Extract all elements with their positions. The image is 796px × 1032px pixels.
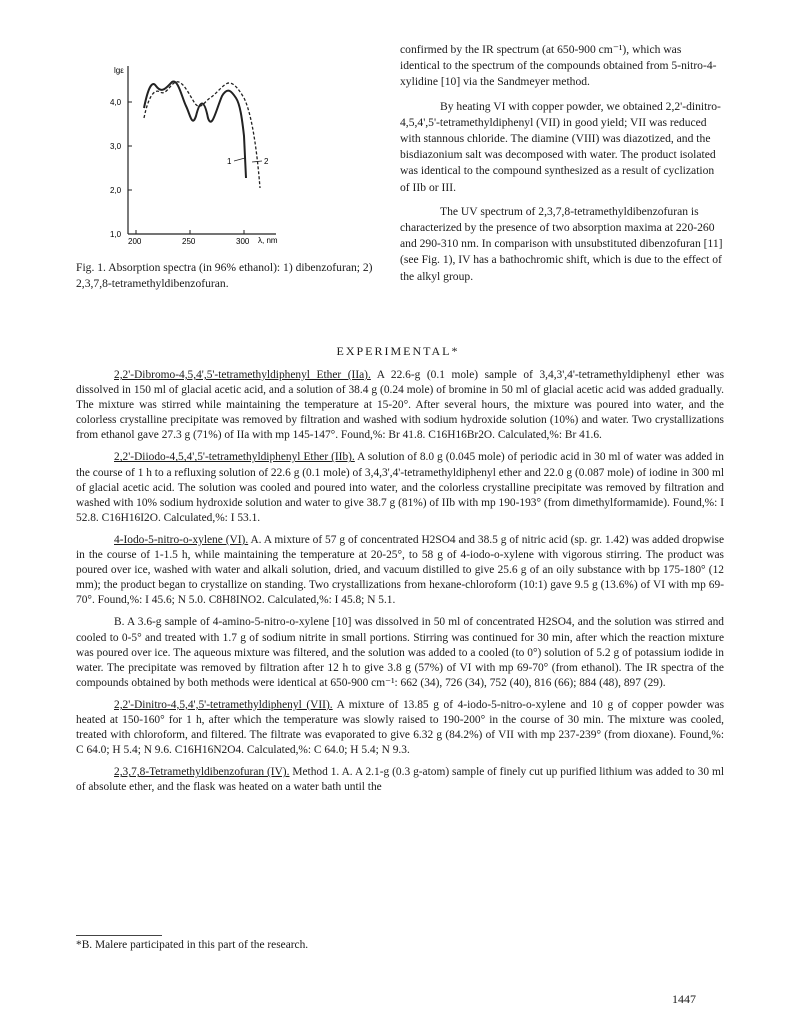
absorption-spectra-figure [70, 58, 320, 248]
right-paragraph: By heating VI with copper powder, we obtained 2,2'-dinitro-4,5,4',5'-tetramethyldiphenyl (VII) in good yield; VII was reduced with stannous chloride. The diamine (VIII) was diazotized, and the bisdiazonium salt was decomposed with water. The product isolated was identical to the compound synthesized as a result of cyclization of IIb or III. [400, 99, 721, 194]
spectra-plot [70, 58, 320, 248]
procedure-paragraph [76, 450, 724, 525]
procedure-text: A solution of 8.0 g (0.045 mole) of periodic acid in 30 ml of water was added in the course of 1 h to a refluxing solution of 22.6 g (0.1 mole) of 3,4,3',4'-tetramethyldiphenyl ether and 22.0 g (0.087 mole) of iodine in 300 ml of glacial acetic acid. The solution was cooled and poured into water, and the colorless crystalline precipitate was removed by filtration and washed with 10% sodium hydroxide solution and water to give 38.7 g (81%) of IIb with mp 190-193° (from dimethylformamide). Found,%: I 52.8. C16H16I2O. Calculated,%: I 53.1. [76, 451, 724, 524]
x-axis-label: λ, nm [258, 236, 278, 245]
x-tick-label: 200 [128, 237, 142, 246]
y-tick-label: 4,0 [110, 98, 122, 107]
figure-caption: Fig. 1. Absorption spectra (in 96% ethanol): 1) dibenzofuran; 2) 2,3,7,8-tetramethyldibenzofuran. [76, 261, 373, 290]
right-column [400, 42, 724, 285]
y-axis-label: lgε [114, 66, 124, 75]
procedure-paragraph [76, 765, 724, 795]
procedure-title: 4-Iodo-5-nitro-o-xylene (VI). [114, 533, 249, 546]
y-tick-label: 3,0 [110, 142, 122, 151]
curve-label: 2 [264, 157, 269, 166]
footnote-divider [76, 935, 162, 936]
section-heading: EXPERIMENTAL* [336, 344, 460, 358]
y-tick-label: 1,0 [110, 230, 122, 239]
procedure-text: A 22.6-g (0.1 mole) sample of 3,4,3',4'-tetramethyldiphenyl ether was dissolved in 150 ml of glacial acetic acid, and a solution of 38.4 g (0.24 mole) of bromine in 50 ml of glacial acetic acid was added gradually. The mixture was stirred while maintaining the temperature at 15-20°. After several hours, the mixture was poured into water, and the colorless crystalline precipitate was removed by filtration and washed with sodium hydroxide solution (10%) and water. Two crystallizations from ethanol gave 27.3 g (71%) of IIa with mp 145-147°. Found,%: Br 41.8. C16H16Br2O. Calculated,%: Br 41.6. [76, 369, 724, 442]
x-tick-label: 300 [236, 237, 250, 246]
procedure-text: B. A 3.6-g sample of 4-amino-5-nitro-o-xylene [10] was dissolved in 50 ml of concentrated H2SO4, and the solution was stirred and cooled to 0-5° and treated with 1.7 g of sodium nitrite in small portions. Stirring was continued for 30 min, after which the reaction mixture was poured over ice. The aqueous mixture was filtered, and the solution was added to a cooled (to 0°) solution of 5.2 g of potassium iodide in water. The precipitate was removed by filtration after 12 h to give 3.8 g (57%) of VI with mp 69-70° (from ethanol). The IR spectra of the compounds obtained by both methods were identical at 650-900 cm⁻¹: 662 (34), 726 (34), 752 (40), 816 (66); 884 (48), 897 (29). [76, 616, 724, 689]
procedure-text: A. A mixture of 57 g of concentrated H2SO4 and 38.5 g of nitric acid (sp. gr. 1.42) was added dropwise in the course of 1-1.5 h, while maintaining the temperature at 20-25°, to 58 g of 4-iodo-o-xylene with vigorous stirring. The product was poured over ice, washed with water and alkali solution, dried, and vacuum distilled to give 25.6 g of an oily substance with bp 175-180° (12 mm); the product began to crystallize on standing. Two crystallizations from hexane-chloroform (10:1) gave 9.5 g (13.6%) of VI with mp 69-70°. Found,%: I 45.6; N 5.0. C8H8INO2. Calculated,%: I 45.8; N 5.1. [76, 533, 724, 607]
y-tick-label: 2,0 [110, 186, 122, 195]
procedure-paragraph [76, 698, 724, 758]
right-paragraph: The UV spectrum of 2,3,7,8-tetramethyldibenzofuran is characterized by the presence of two absorption maxima at 220-260 and 290-310 nm. In comparison with unsubstituted dibenzofuran [11] (see Fig. 1), IV has a bathochromic shift, which is due to the effect of the alkyl group. [400, 204, 723, 283]
curve-2 [144, 82, 260, 188]
x-tick-label: 250 [182, 237, 196, 246]
procedure-title: 2,3,7,8-Tetramethyldibenzofuran (IV). [114, 766, 290, 779]
procedure-title: 2,2'-Dinitro-4,5,4',5'-tetramethyldiphenyl (VII). [114, 698, 333, 711]
procedure-text: A mixture of 13.85 g of 4-iodo-5-nitro-o-xylene and 10 g of copper powder was heated at 150-160° for 1 h, after which the temperature was slowly raised to 190-200° in the course of 30 min. The mixture was cooled, treated with chloroform, and filtered. The filtrate was evaporated to give 6.32 g (84.2%) of VII with mp 237-239° (from dioxane). Found,%: C 64.0; H 5.4; N 9.6. C16H16N2O4. Calculated,%: C 64.0; H 5.4; N 9.3. [76, 698, 725, 757]
procedure-paragraph [76, 368, 724, 443]
procedure-title: 2,2'-Diiodo-4,5,4',5'-tetramethyldiphenyl Ether (IIb). [114, 451, 355, 464]
curve-label: 1 [227, 157, 232, 166]
procedure-title: 2,2'-Dibromo-4,5,4',5'-tetramethyldiphenyl Ether (IIa). [114, 369, 371, 381]
procedure-paragraph [76, 533, 724, 608]
page-number: 1447 [672, 992, 696, 1006]
right-paragraph: confirmed by the IR spectrum (at 650-900 cm⁻¹), which was identical to the spectrum of the compounds obtained from 5-nitro-4-xylidine [10] via the Sandmeyer method. [400, 43, 717, 89]
footnote: *B. Malere participated in this part of the research. [76, 939, 309, 951]
experimental-body [76, 368, 724, 802]
procedure-text: Method 1. A. A 2.1-g (0.3 g-atom) sample of finely cut up purified lithium was added to 30 ml of absolute ether, and the flask was heated on a water bath until the [76, 766, 724, 794]
procedure-paragraph [76, 615, 724, 690]
